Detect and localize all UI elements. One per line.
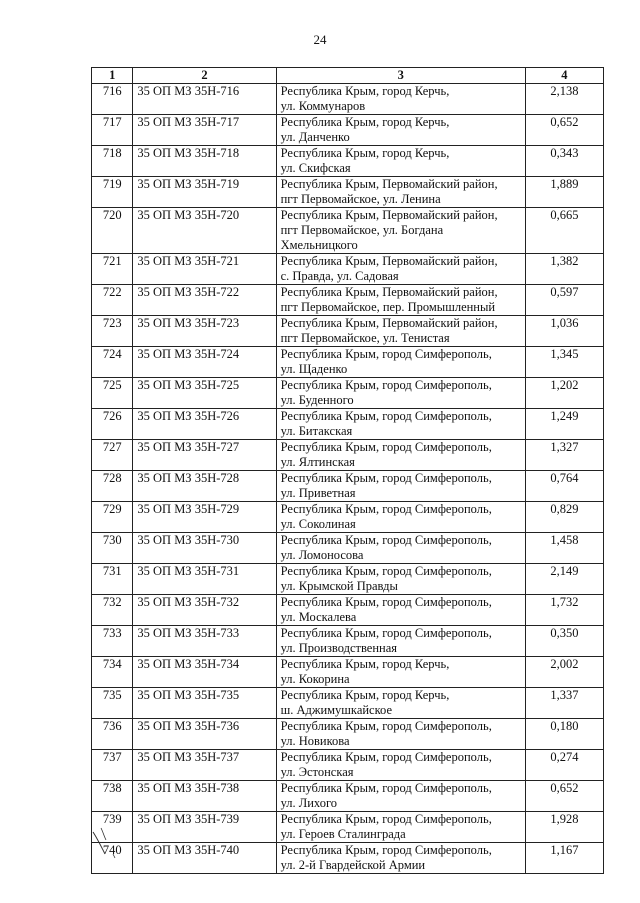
road-address [276, 750, 525, 781]
address-line: Республика Крым, город Симферополь, [280, 564, 492, 578]
road-length: 0,764 [525, 471, 603, 502]
row-number: 738 [92, 781, 133, 812]
road-address [276, 177, 525, 208]
table-row [92, 146, 604, 177]
row-number: 736 [92, 719, 133, 750]
row-number: 717 [92, 115, 133, 146]
row-number: 739 [92, 812, 133, 843]
table-row [92, 84, 604, 115]
road-address [276, 688, 525, 719]
roads-table [91, 67, 604, 874]
table-row [92, 564, 604, 595]
road-address [276, 471, 525, 502]
table-row [92, 471, 604, 502]
address-line: Республика Крым, город Симферополь, [280, 533, 492, 547]
road-address [276, 812, 525, 843]
road-length: 0,665 [525, 208, 603, 254]
road-length: 2,138 [525, 84, 603, 115]
road-code: 35 ОП МЗ 35Н-730 [133, 533, 276, 564]
table-row [92, 440, 604, 471]
address-line: ул. Производственная [280, 641, 398, 655]
table-row [92, 347, 604, 378]
table-body [92, 84, 604, 874]
address-line: пгт Первомайское, ул. Богдана [280, 223, 444, 237]
table-row [92, 781, 604, 812]
address-line: ул. Кокорина [280, 672, 350, 686]
road-length: 1,458 [525, 533, 603, 564]
road-length: 2,149 [525, 564, 603, 595]
address-line: ул. Буденного [280, 393, 354, 407]
road-address [276, 84, 525, 115]
column-header-code: 2 [133, 68, 276, 84]
address-line: пгт Первомайское, пер. Промышленный [280, 300, 496, 314]
address-line: ул. Коммунаров [280, 99, 366, 113]
road-length: 1,889 [525, 177, 603, 208]
address-line: с. Правда, ул. Садовая [280, 269, 399, 283]
handwritten-mark [91, 824, 121, 860]
address-line: ул. Ялтинская [280, 455, 355, 469]
table-row [92, 409, 604, 440]
road-address [276, 316, 525, 347]
road-address [276, 254, 525, 285]
road-code: 35 ОП МЗ 35Н-724 [133, 347, 276, 378]
road-code: 35 ОП МЗ 35Н-728 [133, 471, 276, 502]
table-row [92, 688, 604, 719]
road-code: 35 ОП МЗ 35Н-740 [133, 843, 276, 874]
address-line: Республика Крым, город Керчь, [280, 115, 450, 129]
road-code: 35 ОП МЗ 35Н-717 [133, 115, 276, 146]
row-number: 728 [92, 471, 133, 502]
road-address [276, 719, 525, 750]
road-address [276, 409, 525, 440]
road-length: 1,732 [525, 595, 603, 626]
road-address [276, 564, 525, 595]
address-line: Республика Крым, город Симферополь, [280, 750, 492, 764]
address-line: Республика Крым, город Симферополь, [280, 502, 492, 516]
road-code: 35 ОП МЗ 35Н-734 [133, 657, 276, 688]
road-address [276, 781, 525, 812]
table-row [92, 843, 604, 874]
road-length: 1,167 [525, 843, 603, 874]
row-number: 720 [92, 208, 133, 254]
table-row [92, 595, 604, 626]
road-code: 35 ОП МЗ 35Н-722 [133, 285, 276, 316]
table-row [92, 502, 604, 533]
table-row [92, 812, 604, 843]
address-line: Республика Крым, город Симферополь, [280, 843, 492, 857]
road-code: 35 ОП МЗ 35Н-721 [133, 254, 276, 285]
road-code: 35 ОП МЗ 35Н-727 [133, 440, 276, 471]
row-number: 722 [92, 285, 133, 316]
table-row [92, 657, 604, 688]
address-line: ул. Данченко [280, 130, 350, 144]
road-length: 1,345 [525, 347, 603, 378]
address-line: ул. Скифская [280, 161, 351, 175]
road-length: 0,829 [525, 502, 603, 533]
table-row [92, 750, 604, 781]
table-row [92, 316, 604, 347]
row-number: 730 [92, 533, 133, 564]
road-address [276, 378, 525, 409]
address-line: Республика Крым, Первомайский район, [280, 177, 498, 191]
address-line: Республика Крым, город Симферополь, [280, 471, 492, 485]
road-code: 35 ОП МЗ 35Н-716 [133, 84, 276, 115]
road-length: 0,274 [525, 750, 603, 781]
row-number: 725 [92, 378, 133, 409]
road-length: 1,928 [525, 812, 603, 843]
road-address [276, 595, 525, 626]
road-code: 35 ОП МЗ 35Н-725 [133, 378, 276, 409]
road-code: 35 ОП МЗ 35Н-719 [133, 177, 276, 208]
road-address [276, 440, 525, 471]
road-length: 0,350 [525, 626, 603, 657]
address-line: Республика Крым, город Керчь, [280, 84, 450, 98]
table-row [92, 285, 604, 316]
road-length: 1,249 [525, 409, 603, 440]
row-number: 740 [92, 843, 133, 874]
row-number: 732 [92, 595, 133, 626]
road-code: 35 ОП МЗ 35Н-738 [133, 781, 276, 812]
table-row [92, 208, 604, 254]
address-line: ул. Крымской Правды [280, 579, 398, 593]
address-line: ул. Щаденко [280, 362, 348, 376]
road-address [276, 843, 525, 874]
column-header-length: 4 [525, 68, 603, 84]
road-length: 0,343 [525, 146, 603, 177]
road-code: 35 ОП МЗ 35Н-739 [133, 812, 276, 843]
address-line: Республика Крым, город Керчь, [280, 657, 450, 671]
road-code: 35 ОП МЗ 35Н-723 [133, 316, 276, 347]
road-code: 35 ОП МЗ 35Н-735 [133, 688, 276, 719]
road-code: 35 ОП МЗ 35Н-736 [133, 719, 276, 750]
road-address [276, 347, 525, 378]
road-length: 0,652 [525, 115, 603, 146]
address-line: ул. Героев Сталинграда [280, 827, 406, 841]
address-line: ул. Лихого [280, 796, 338, 810]
address-line: Республика Крым, город Симферополь, [280, 719, 492, 733]
road-address [276, 115, 525, 146]
address-line: ул. Приветная [280, 486, 356, 500]
address-line: Республика Крым, город Симферополь, [280, 378, 492, 392]
table-row [92, 115, 604, 146]
row-number: 734 [92, 657, 133, 688]
address-line: Республика Крым, город Керчь, [280, 146, 450, 160]
table-row [92, 533, 604, 564]
table-row [92, 177, 604, 208]
row-number: 719 [92, 177, 133, 208]
table-row [92, 626, 604, 657]
address-line: Республика Крым, Первомайский район, [280, 208, 498, 222]
road-code: 35 ОП МЗ 35Н-718 [133, 146, 276, 177]
row-number: 729 [92, 502, 133, 533]
row-number: 733 [92, 626, 133, 657]
address-line: ул. Соколиная [280, 517, 356, 531]
road-length: 0,180 [525, 719, 603, 750]
address-line: Республика Крым, город Керчь, [280, 688, 450, 702]
row-number: 726 [92, 409, 133, 440]
column-header-number: 1 [92, 68, 133, 84]
road-address [276, 208, 525, 254]
address-line: Республика Крым, Первомайский район, [280, 254, 498, 268]
row-number: 721 [92, 254, 133, 285]
road-code: 35 ОП МЗ 35Н-731 [133, 564, 276, 595]
address-line: Республика Крым, город Симферополь, [280, 347, 492, 361]
address-line: пгт Первомайское, ул. Тенистая [280, 331, 450, 345]
page-number: 24 [313, 32, 327, 47]
table-row [92, 378, 604, 409]
road-length: 1,202 [525, 378, 603, 409]
address-line: Республика Крым, город Симферополь, [280, 440, 492, 454]
address-line: пгт Первомайское, ул. Ленина [280, 192, 441, 206]
row-number: 723 [92, 316, 133, 347]
road-address [276, 285, 525, 316]
address-line: ш. Аджимушкайское [280, 703, 392, 717]
road-length: 1,337 [525, 688, 603, 719]
road-length: 0,652 [525, 781, 603, 812]
address-line: ул. 2-й Гвардейской Армии [280, 858, 426, 872]
road-length: 2,002 [525, 657, 603, 688]
address-line: ул. Новикова [280, 734, 350, 748]
column-header-address: 3 [276, 68, 525, 84]
address-line: Республика Крым, город Симферополь, [280, 626, 492, 640]
address-line: ул. Эстонская [280, 765, 354, 779]
road-address [276, 626, 525, 657]
road-code: 35 ОП МЗ 35Н-737 [133, 750, 276, 781]
road-address [276, 533, 525, 564]
address-line: ул. Москалева [280, 610, 357, 624]
table-row [92, 254, 604, 285]
road-address [276, 146, 525, 177]
row-number: 716 [92, 84, 133, 115]
road-code: 35 ОП МЗ 35Н-729 [133, 502, 276, 533]
address-line: Республика Крым, город Симферополь, [280, 781, 492, 795]
address-line: Хмельницкого [280, 238, 358, 252]
road-code: 35 ОП МЗ 35Н-732 [133, 595, 276, 626]
row-number: 724 [92, 347, 133, 378]
road-address [276, 502, 525, 533]
address-line: ул. Ломоносова [280, 548, 364, 562]
address-line: Республика Крым, Первомайский район, [280, 316, 498, 330]
address-line: ул. Битакская [280, 424, 353, 438]
address-line: Республика Крым, город Симферополь, [280, 812, 492, 826]
road-address [276, 657, 525, 688]
row-number: 718 [92, 146, 133, 177]
address-line: Республика Крым, Первомайский район, [280, 285, 498, 299]
road-length: 1,382 [525, 254, 603, 285]
address-line: Республика Крым, город Симферополь, [280, 409, 492, 423]
road-code: 35 ОП МЗ 35Н-726 [133, 409, 276, 440]
road-code: 35 ОП МЗ 35Н-733 [133, 626, 276, 657]
table-header-row [92, 68, 604, 84]
road-length: 0,597 [525, 285, 603, 316]
road-code: 35 ОП МЗ 35Н-720 [133, 208, 276, 254]
row-number: 731 [92, 564, 133, 595]
road-length: 1,036 [525, 316, 603, 347]
row-number: 735 [92, 688, 133, 719]
row-number: 737 [92, 750, 133, 781]
address-line: Республика Крым, город Симферополь, [280, 595, 492, 609]
road-length: 1,327 [525, 440, 603, 471]
row-number: 727 [92, 440, 133, 471]
table-row [92, 719, 604, 750]
